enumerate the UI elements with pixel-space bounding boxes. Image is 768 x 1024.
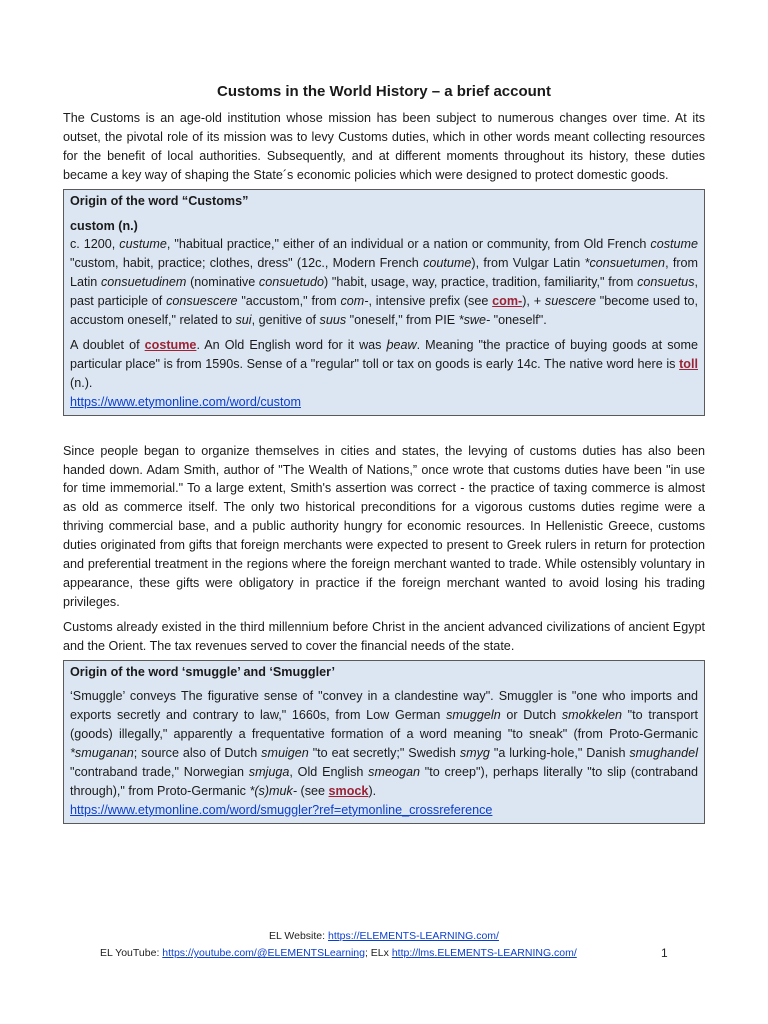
smuggle-etymology-box xyxy=(63,660,705,824)
intro-paragraph: The Customs is an age-old institution whose mission has been subject to numerous changes over time. At its outset, the pivotal role of its mission was to levy Customs duties, which in other words meant collecting resources for the benefit of local authorities. Subsequently, and at different moments throughout its history, these duties became a key way of shaping the State´s economic policies which were designed to protect domestic goods. xyxy=(63,111,705,182)
document-title: Customs in the World History – a brief account xyxy=(217,83,551,100)
website-link[interactable]: https://ELEMENTS-LEARNING.com/ xyxy=(327,930,499,942)
etymology-paragraph-1: c. 1200, custume, "habitual practice," either of an individual or a nation or community, from Old French costume "custom, habit, practice; clothes, dress" (12c., Modern French coutume), from Vulgar Latin *consuetumen, from Latin consuetudinem (nominative consuetudo) "habit, usage, way, practice, tradition, familiarity," from consuetus, past participle of consuescere "accustom," from com-, intensive prefix (see com-), + suescere "become used to, accustom oneself," related to sui, genitive of suus "oneself," from PIE *swe- "oneself". xyxy=(70,237,699,328)
elx-link[interactable]: http://lms.ELEMENTS-LEARNING.com/ xyxy=(391,947,577,959)
etymonline-smuggler-link[interactable]: https://www.etymonline.com/word/smuggler?ref=etymonline_crossreference xyxy=(70,802,493,817)
box-title-smuggle: Origin of the word ‘smuggle’ and ‘Smuggler’ xyxy=(70,664,335,679)
page-footer xyxy=(0,928,768,962)
entry-heading: custom (n.) xyxy=(70,218,138,233)
box-title-customs: Origin of the word “Customs” xyxy=(70,193,249,208)
com-link[interactable]: com- xyxy=(492,294,523,309)
costume-link[interactable]: costume xyxy=(144,337,197,352)
ancient-customs-paragraph: Customs already existed in the third millennium before Christ in the ancient advanced civilizations of ancient Egypt and the Orient. The tax revenues served to cover the financial needs of the state. xyxy=(63,619,705,653)
footer-links-line: EL YouTube: https://youtube.com/@ELEMENTSLearning; ELx http://lms.ELEMENTS-LEARNING.com/ 1 xyxy=(100,946,668,960)
etymology-paragraph-2: A doublet of costume. An Old English word for it was þeaw. Meaning "the practice of buying goods at some particular place" is from 1590s. Sense of a "regular" toll or tax on goods is early 14c. The native word here is toll (n.). xyxy=(70,337,699,390)
history-paragraph: Since people began to organize themselves in cities and states, the levying of customs duties has also been handed down. Adam Smith, author of "The Wealth of Nations,” once wrote that customs duties have been "in use for time immemorial." To a large extent, Smith's assertion was correct - the practice of taxing commerce is almost as old as commerce itself. The only two historical preconditions for a vigorous customs duties regime were a thriving commercial base, and a public authority hungry for economic resources. In Hellenistic Greece, customs duties originated from gifts that foreign merchants were expected to present to Greek rulers in return for protection and preferential treatment in the regions where the foreign merchant wanted to trade. While ostensibly voluntary in appearance, these gifts were obligatory in practice if the foreign merchant wanted to avoid losing his trading privileges. xyxy=(63,443,705,609)
footer-website-line: EL Website: https://ELEMENTS-LEARNING.com/ xyxy=(269,930,499,942)
smuggle-paragraph: ‘Smuggle’ conveys The figurative sense of "convey in a clandestine way". Smuggler is "one who imports and exports secretly and contrary to law," 1660s, from Low German smuggeln or Dutch smokkelen "to transport (goods) illegally," apparently a frequentative formation of a word meaning "to sneak" (from Proto-Germanic *smuganan; source also of Dutch smuigen "to eat secretly;" Swedish smyg "a lurking-hole," Danish smughandel "contraband trade," Norwegian smjuga, Old English smeogan "to creep"), perhaps literally "to slip (contraband through)," from Proto-Germanic *(s)muk- (see smock). xyxy=(70,689,699,798)
toll-link[interactable]: toll xyxy=(679,356,698,371)
page-content xyxy=(63,82,705,824)
etymonline-custom-link[interactable]: https://www.etymonline.com/word/custom xyxy=(70,394,301,409)
youtube-link[interactable]: https://youtube.com/@ELEMENTSLearning xyxy=(162,947,365,959)
page-number: 1 xyxy=(661,946,668,960)
customs-etymology-box xyxy=(63,189,705,416)
smock-link[interactable]: smock xyxy=(328,784,369,798)
